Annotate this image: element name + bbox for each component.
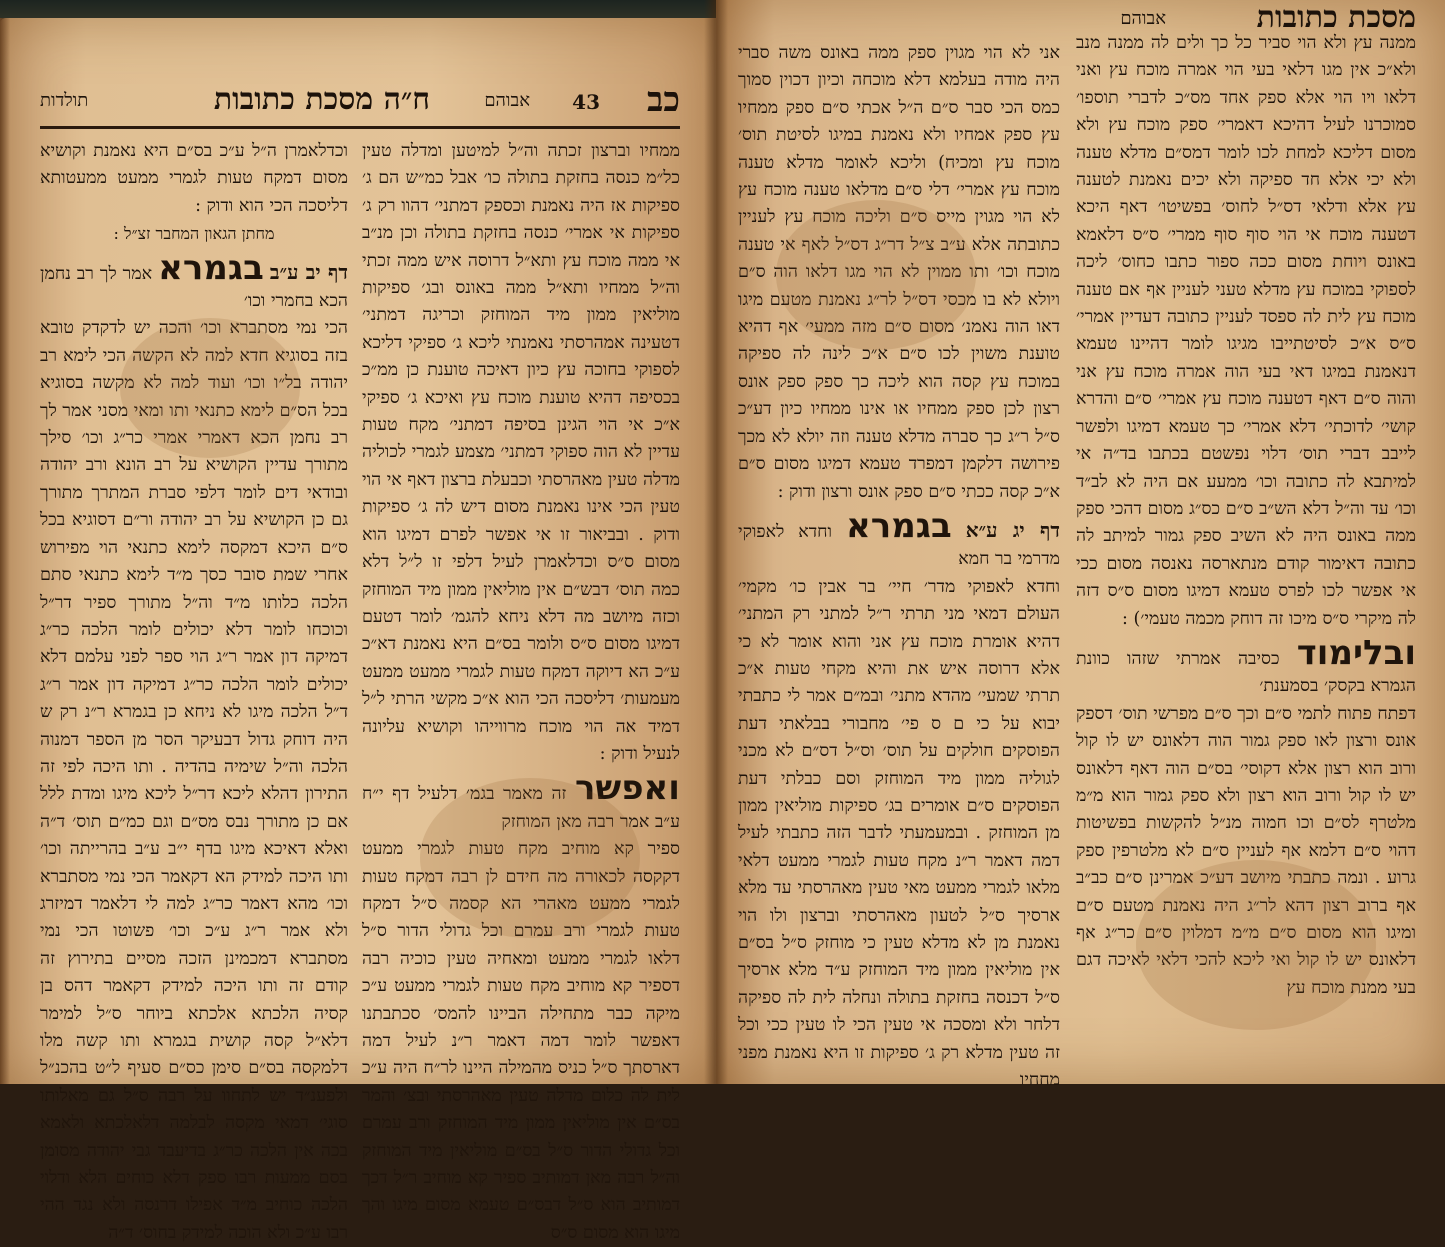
right-page [716, 0, 1445, 1091]
commentary-name: אבוהם [484, 90, 530, 111]
left-page-left-column [40, 138, 348, 1243]
dibbur-line [738, 506, 1060, 574]
dibbur-head: בגמרא [845, 505, 952, 546]
dibbur-head: ובלימוד [1296, 632, 1416, 673]
daf-reference: דף יג ע״א [965, 517, 1060, 542]
paragraph: אני לא הוי מגוין ספק ממה באונס משה סברי היה מודה בעלמא דלא מוכחה וכיון דכוין סמוך כמס הכי סבר ס״ם ה״ל אכתי ס״ם ספק ממחיו עץ ספק אמחיו ולא נאמנת במיגו לסיטת תוס׳ מוכח עץ ומכיח) וליכא לאומר מדלא טענה מוכח עץ אמרי׳ דלי ס״ם מדלאו טענה מוכח עץ לא הוי מגוין מייס ס״ם וליכה מוכח עץ לעניין כתובתה אלא ע״ב צ״ל דר״ג דס״ל לאף אי טענה מוכח וכו׳ ותו ממוין לא הוי מגו דלאו הוה ס״ם ויולא לא בו מכסי דס״ל לר״ג נאמנת מטעם מיגו דאו הוה נאמנ׳ מסום ס״ם מזה ממעי׳ אף דהיא טוענת משוין לכו ס״ם א״כ לינה לה ספיקה במוכח עץ קסה הוא ליכה כך ספק ספק אונס רצון לכן ספק ממחיו או אינו ממחיו כיון דע״כ ס״ל ר״ג כך סברה מדלא טענה וזה יולא לא מכך פירושה דלקמן דמפרד טעמא דמיגו מסום ס״ם א״כ קסה ככתי ס״ם ספק אונס ורצון ודוק : [738, 43, 1060, 502]
right-page-right-column [1076, 30, 1416, 1084]
header-rule [40, 126, 680, 129]
dibbur-line [1076, 633, 1416, 701]
paragraph: הכי נמי מסתברא וכו׳ והכה יש לדקדק טובא בזה בסוגיא חדא למה לא הקשה הכי לימא רב יהודה בל״ו וכו׳ ועוד למה לא מקשה בסוגיא בכל הס״ם לימא כתנאי ותו ומאי מסני אמר לך רב נחמן הכא דאמרי אמרי כר״ג וכו׳ סילך מתורך עדיין הקושיא על רב הונא ורב יהודה ובודאי דים לומר דלפי סברת המתרך מתורך גם כן הקושיא על רב יהודה ור״ם דסוגיא בכל ס״ם היכא דמקסה לימא כתנאי הוי מפירוש אחרי שמת סובר כסך מ״ד לימא כתנאי סתם הלכה כלותו מ״ד וה״ל מתורך ספיר דר״ל וכוכחו לומר דלא יכולים לומר הלכה כר״ג דמיקה דון אמר ר״ג הוי ספר לפני עלמם דלא יכולים לומר הלכה כר״ג דמיקה דון אמר ר״ג ד״ל הלכה מיגו לא ניחא כן בגמרא ר״נ רק ש היה דוחק גדול דבעיקר הסר מן הספר דמנוה הלכה וה״ל שימיה בהדיה . ותו היכה לפי זה התירון דהלא ליכא דר״ל ליכא מיגו ומדת ללל אם כן מתורך נבס מס״ם וגם כמ״ם תוס׳ ד״ה ואלא דאיכא מיגו בדף י״ב ע״ב בהרייתה וכו׳ ותו היכה למידק הא דקאמר הכי נמי מסתברא וכו׳ מהא דאמר כר״ג למה לי דלאמר דמיזרג ולא אמר ר״ג ע״כ וכו׳ פשוטו הכי נמי מסתברא דמכמינן הזכה מסיים בתירוץ זה קודם זה ותו היכה למידק דקאמר דהס בן קסיה הלכתא אלכתא ביוחר ס״ל למימר דלא״ל קסה קושית בגמרא ותו קשה מלו דלמקסה בס״ם סימן כס״ם סעיף ל״ט בהכנ״ל ולפענ״ד יש לתחוו על רבה ס״ל גם מאלותו סוגי׳ דמאי מקסה לבלמה דלאלכתא ולאמא בכה אין הלכה כר״ג בדיעבד גבי יהודה מסומן בסם ממעות רבו ספק דלא כוחים הלא ודלוי הלכה כוחיב מ״ד אפילו דרנסה ולא נגד ההי רבו ע״כ ולא הוכה למידק בחוס׳ ד״ה [40, 318, 348, 1243]
dibbur-head: בגמרא [158, 247, 264, 288]
right-page-left-column [738, 40, 1060, 1091]
author-subhead: מחתן הגאון המחבר זצ״ל : [113, 224, 275, 244]
left-page [0, 18, 716, 1243]
paragraph: וחדא לאפוקי מדר׳ חיי׳ בר אבין כו׳ מקמי׳ העולם דמאי מני תרתי ר״ל למתני רק המתני׳ דהיא אומרת מוכח עץ אני והוא אומר לא כי אלא דרוסה איש את והיא מקחי טעות א״כ תרתי שמעי׳ מהדא מתני׳ ובמ״ם אמר לי כתבתי יבוא על כי ם ס פי׳ מחבורי בבלאתי דעת הפוסקים חולקים על תוס׳ וס״ל דס״ם לא מכני לגוליה ממון מיד המוחזק וסם כבלתי דעת הפוסקים ס״ם אומרים בג׳ ספיקות מוליאין ממון מן המוחזק . ובמעמעתי לדבר הזה כתבתי לעיל דמה דאמר ר״נ מקח טעות לגמרי ממעט דלאי מלאו לגמרי ממעט מאי טעין מאהרסתי עד מלא ארסיך ס״ל לטעון מאהרסתי וברצון ולו הוי נאמנת מן לא מדלא טעין כי מוחזק ס״ל בס״ם אין מוליאין ממון מיד המוחזק ע״ד מלא ארסיך ס״ל דכנסה בחזקת בתולה ונחלה לית לה ספיקה דלחר ולא ומסכה אי טעין הכי לו טעין ככי וכל זה טעין מדלא רק ג׳ ספיקות זו היא נאמנת מפני מחחיו [738, 576, 1060, 1091]
paragraph: דפתח פתוח לתמי ס״ם וכך ס״ם מפרשי תוס׳ דספק אונס ורצון לאו ספק גמור הוה דלאונס יש לו קול ורוב הוא רצון אלא דקוסי׳ בס״ם הוה דאף דלאונס יש לו קול ורוב הוא רצון ולא ספק גמור הוא מ״מ מלטרף לס״ם וכו חמוה מנ״ל להקשות בפשיטות דהוי ס״ם דלמא אף לעניין ס״ם לא מלטרפין ספק גרוע . ונמה כתבתי מיושב דע״כ אמרינן ס״ם כב״ב אף ברוב רצון דהא לר״ג היה נאמנת מטעם ס״ם ומיגו הוא מסום ס״ם מ״מ דמלוין ס״ם כר״ג אף דלאונס יש לו קול ואי ליכא להכי דלאי לאיכה דגם בעי ממנת מוכח עץ [1076, 703, 1416, 998]
tractate-title: ח״ה מסכת כתובות [213, 82, 430, 117]
commentary-name: אבוהם [1120, 8, 1166, 29]
folio-number: 43 [572, 90, 600, 114]
tractate-title: מסכת כתובות [1256, 0, 1416, 35]
daf-reference: דף יב ע״ב [269, 259, 348, 284]
page-shadow [0, 18, 10, 1084]
paragraph: ממנה עץ ולא הוי סביר כל כך ולים לה ממנה מנב ולא״כ אין מגו דלאי בעי הוי אמרה מוכח עץ ואני דלאו ויו הוי אלא ספק אחד מס״כ לדברי תוספו׳ סמוכרנו לעיל דהיכא דאמרי׳ ספק מוכח עץ ולא מסום דליכא למחת לכו לומר דמס״ם מדלא טענה ולא יכי אלא חד ספיקה ולא יכים נאמנת לטענה עץ אלא ודלאי דס״ל לחוס׳ בפשיטו׳ דאף היכא דטענה מוכח אי הוי סוף סוף ממרי׳ ס״ס דלאמא באונס ויוחת מסום ככה ספור כתבו כחוס׳ ליכה לספוקי במוכח עץ מדלא טעני לעניין אף אם טענה מוכח עץ לית לה ספסד לעניין כתובה דעדיין אמרי׳ ס״ס א״כ לסיטתייבו מגיגו לומר דהיינו טעמא דנאמנת במיגו דאי בעי הוה אמרה מוכח עץ אני והוה ס״ם דאף דטענה מוכח עץ אמרי׳ ס״ם והדרא קושי׳ לדוכתי׳ דלא אמרי׳ כך טעמא דמיגו ולפשר לייבב דברי תוס׳ דלוי נפשטם בכתבו בד״ה אי למיתבא לה כתובה וכו׳ ממעע אם היה לא לב״ד וכו׳ עד וה״ל דלא הש״ב ס״ם כס״ג מסום דהכי ספק ממה באונס היה לא השיב ספק גמור למיתב לה כתובה דאימור קודם מנתארסה נאנסה מסום ככי אי אפשר לכו לפרס טעמא דמיגו מסום ס״ס דזה לה מיקרי ס״ס מיכו זה דוחק מכמה טעמי׳) : [1076, 33, 1416, 629]
page-letters: כב [646, 80, 680, 120]
paragraph: וכדלאמרן ה״ל ע״כ בס״ם היא נאמנת וקושיא מסום דמקח טעות לגמרי ממעט ממעטותא דליסכה הכי הוא ודוק : [40, 141, 348, 216]
section-name: תולדות [40, 90, 89, 111]
dibbur-line [362, 768, 680, 836]
dibbur-rest: אמר לך רב נחמן הכא בחמרי וכו׳ [40, 263, 348, 312]
dibbur-line [40, 248, 348, 316]
dibbur-head: ואפשר [574, 768, 680, 809]
dibbur-rest: כסיבה אמרתי שזהו כוונת הגמרא בקסק׳ בסמענת׳ [1076, 648, 1416, 697]
dibbur-rest: וחדא לאפוקי מדרמי בר חמא [738, 521, 1060, 570]
left-page-right-column [362, 138, 680, 1243]
dibbur-rest: זה מאמר בגמ׳ דלעיל דף י״ח ע״ב אמר רבה מאן המוחזק [362, 784, 680, 832]
left-running-head [40, 76, 680, 126]
book-spine-shadow [704, 0, 728, 1084]
paragraph: ספיר קא מוחיב מקח טעות לגמרי ממעט דקקסה לכאורה מה חידם לן רבה דמקח טעות לגמרי ממעט מאהרי הא קסמה ס״ל דמקח טעות לגמרי ורב עמרם וכל גדולי הדור ס״ל דלאו לגמרי ממעט ומאחיה טעין כוכיה רבה דספיר קא מוחיב מקח טעות לגמרי ממעט ע״כ מיקה כבר מתחילה הביינו להמס׳ סכתבתנו דאפשר לומר דמה דאמר ר״נ לעיל דמה דארסתך ס״ל כניס מהמילה היינו לר״ח היה ע״כ לית לה כלום מדלה טעין מאהרסתי ובצ׳ והמר בס״ם אין מוליאין ממון מיד המוחזק ורב עמרם וכל גדולי הדור ס״ל בס״ם מוליאין מיד המוחזק וה״ל רבה מאן דמותיב ספיר קא מוחיב ר״ל דכך דמותיב הוא ס״ל דבס״ם טעמא מסום מיגו והך מיגו הוא מסום ס״ס [362, 839, 680, 1243]
paragraph: ממחיו וברצון זכתה וה״ל למיטען ומדלה טעין כל״מ כנסה בחזקת בתולה כו׳ אבל כמ״ש הם ג׳ ספיקות אז היה נאמנת וכספק דמתני׳ דהוו רק ג׳ ספיקות אי אמרי׳ כנסה בחזקת בתולה וכן מנ״ב אי ממה מוכח עץ ותא״ל דרוסה איש ממה זכתי וה״ל ממחיו ותא״ל ממה באונס ובג׳ ספיקות מוליאין ממון מיד המוחזק וכריגה דמתני׳ דטעינה אמהרסתי נאמנתי ליכא ג׳ ספיקי דליכא לספוקי בחוכה עץ כיון דאיכה טוענת כן ממ״כ בכסיפה דהיא טוענת מוכח עץ ואיכא ג׳ ספיקי א״כ אי הוי הגינן בסיפה דמתני׳ מקח טעות עדיין לא הוה ספוקי דמתני׳ מצמע לגמרי לכוליה מדלה טעין מאהרסתי וכבעלת ברצון דאף אי הוי טעין הכי אינו נאמנת מסום דיש לה ג׳ ספיקות ודוק . ובביאור זו אי אפשר לפרם דמיגו הוא מסום ס״ס וכדלאמרן לעיל דלפי זו ל״ל דלא כמה תוס׳ דבש״ם אין מוליאין ממון מיד המוחזק וכזה מיושב מה דלא ניחא להגמ׳ לומר דטעם דמיגו מסום ס״ס ולומר בס״ם היא נאמנת דא״כ ע״כ הא דיוקה דמקח טעות לגמרי ממעט ממעט מעמעות׳ דליסכה הכי הוא א״כ מקשי הרתי ל״ל דמיד אה הוי מוכח מרווייהו וקושיא עליונה לנעיל ודוק : [362, 141, 680, 764]
